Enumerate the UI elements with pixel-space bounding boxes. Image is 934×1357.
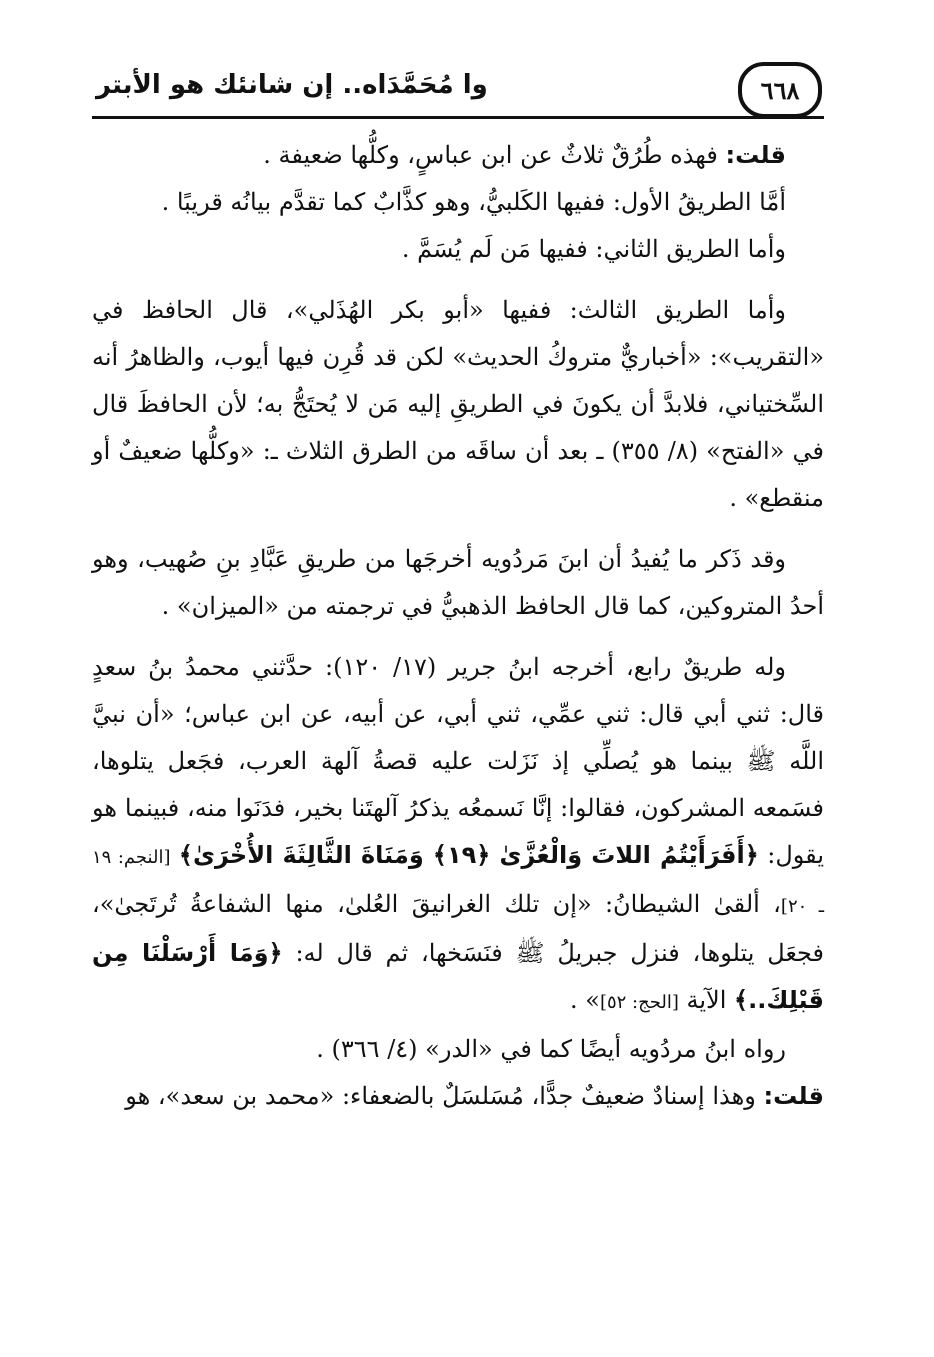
paragraph-text: وهذا إسنادٌ ضعيفٌ جدًّا، مُسَلسَلٌ بالضعفاء: «محمد بن سعد»، هو [125,1082,756,1110]
page-number-badge [738,62,822,118]
page-header [92,58,824,118]
paragraph-text: وأما الطريق الثاني: ففيها مَن لَم يُسَمَّ . [401,235,786,263]
page-body [92,132,824,1120]
lead-word: قلت: [725,141,786,169]
quran-verse: ﴿أَفَرَأَيْتُمُ اللاتَ وَالْعُزَّىٰ ﴿١٩﴾ وَمَنَاةَ الثَّالِثَةَ الأُخْرَىٰ﴾ [178,841,759,869]
paragraph-8 [92,1073,824,1120]
paragraph-6 [92,644,824,1026]
paragraph-text: وله طريقٌ رابع، أخرجه ابنُ جرير (١٧/ ١٢٠): حدَّثني محمدُ بنُ سعدٍ قال: ثني أبي قال: ثني عمِّي، ثني أبي، عن أبيه، عن ابن عباس؛ «أن نبيَّ اللَّه ﷺ بينما هو يُصلِّي إذ نَزَلت عليه قصةُ آلهة العرب، فجَعل يتلوها، فسَمعه المشركون، فقالوا: إنَّا نَسمعُه يذكرُ آلهتَنا بخير، فدَنَوا منه، فبينما هو يقول: [92,653,824,869]
paragraph-text: أمَّا الطريقُ الأول: ففيها الكَلبيُّ، وهو كذَّابٌ كما تقدَّم بيانُه قريبًا . [161,188,786,216]
paragraph-text: وقد ذَكر ما يُفيدُ أن ابنَ مَردُويه أخرجَها من طريقِ عَبَّادِ بنِ صُهيب، وهو أحدُ المتروكين، كما قال الحافظ الذهبيُّ في ترجمته من «الميزان» . [92,545,824,620]
paragraph-text: فهذه طُرُقٌ ثلاثٌ عن ابن عباسٍ، وكلُّها ضعيفة . [263,141,718,169]
paragraph-text: ، ألقىٰ الشيطانُ: «إن تلك الغرانيقَ العُلىٰ، منها الشفاعةُ تُرتَجىٰ»، فجعَل يتلوها، فنزل جبريلُ ﷺ فنَسَخها، ثم قال له: [92,890,824,967]
running-title: وا مُحَمَّدَاه.. إن شانئك هو الأبتر [96,70,488,100]
paragraph-1 [92,132,824,179]
verse-reference: [النجم: ١٩ ـ ٢٠] [92,847,824,917]
paragraph-text: » . [569,986,600,1014]
paragraph-5 [92,536,824,630]
verse-reference: [الحج: ٥٢] [599,992,679,1013]
lead-word: قلت: [763,1082,824,1110]
quran-verse: ﴿وَمَا أَرْسَلْنَا مِن قَبْلِكَ..﴾ [92,939,824,1014]
paragraph-4 [92,287,824,522]
paragraph-2 [92,179,824,226]
page-number: ٦٦٨ [760,75,800,105]
paragraph-text: رواه ابنُ مردُويه أيضًا كما في «الدر» (٤/ ٣٦٦) . [316,1035,786,1063]
header-rule [92,116,824,119]
paragraph-text: وأما الطريق الثالث: ففيها «أبو بكر الهُذَلي»، قال الحافظ في «التقريب»: «أخباريٌّ متروكُ الحديث» لكن قد قُرِن فيها أيوب، والظاهرُ أنه السِّختياني، فلابدَّ أن يكونَ في الطريقِ إليه مَن لا يُحتَجُّ به؛ لأن الحافظَ قال في «الفتح» (٨/ ٣٥٥) ـ بعد أن ساقَه من الطرق الثلاث ـ: «وكلُّها ضعيفٌ أو منقطع» . [92,296,824,512]
paragraph-7 [92,1026,824,1073]
paragraph-text: الآية [686,986,727,1014]
paragraph-3 [92,226,824,273]
